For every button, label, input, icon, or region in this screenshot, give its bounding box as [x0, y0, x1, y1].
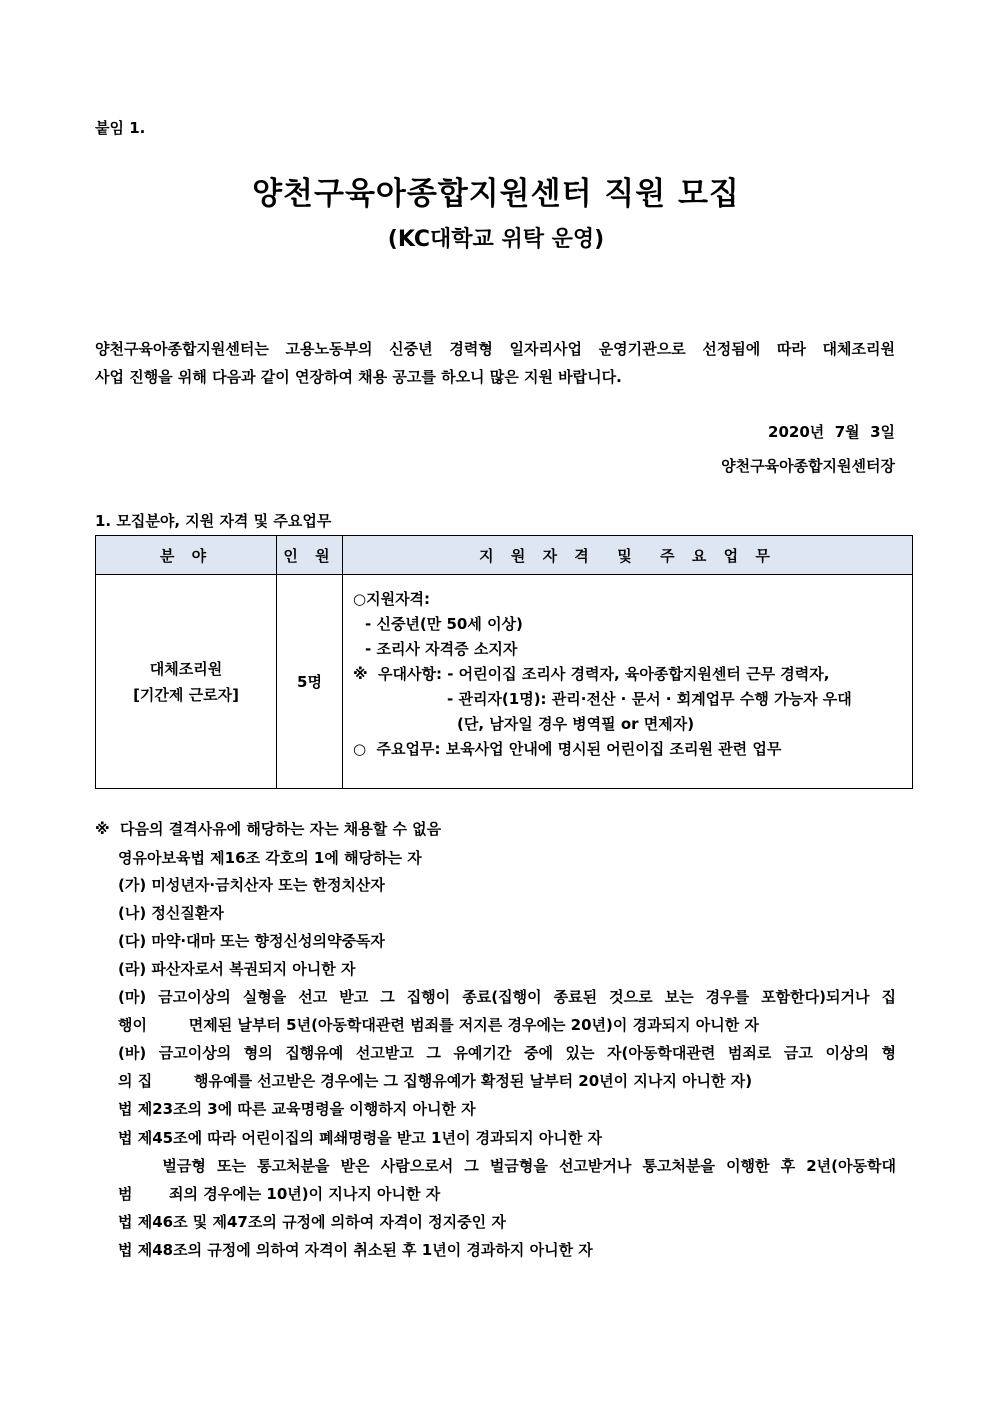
description-cell	[343, 575, 913, 789]
field-cell	[96, 575, 277, 789]
exclusion-line: 법 제23조의 3에 따른 교육명령을 이행하지 아니한 자	[118, 1100, 476, 1118]
page-title: 양천구육아종합지원센터 직원 모집	[252, 176, 740, 212]
table-header-row	[96, 536, 913, 575]
exclusion-line: (나) 정신질환자	[118, 904, 224, 922]
section-1-title: 1. 모집분야, 지원 자격 및 주요업무	[95, 512, 332, 530]
exclusion-line: (바) 금고이상의 형의 집행유예 선고받고 그 유예기간 중에 있는 자(아동학대관련 범죄로 금고 이상의 형	[118, 1044, 896, 1062]
signer: 양천구육아종합지원센터장	[721, 457, 895, 475]
exclusion-line: 행이 면제된 날부터 5년(아동학대관련 범죄를 저지른 경우에는 20년)이 경과되지 아니한 자	[118, 1016, 759, 1034]
exclusion-line: 벌금형 또는 통고처분을 받은 사람으로서 그 벌금형을 선고받거나 통고처분을 이행한 후 2년(아동학대	[118, 1157, 896, 1175]
preference-manager: - 관리자(1명): 관리·전산 · 문서 · 회계업무 수행 가능자 우대	[447, 690, 852, 708]
exclusion-line: 영유아보육법 제16조 각호의 1에 해당하는 자	[118, 849, 422, 867]
intro-line-2: 사업 진행을 위해 다음과 같이 연장하여 채용 공고를 하오니 많은 지원 바랍니다.	[95, 368, 622, 386]
exclusion-line: (라) 파산자로서 복권되지 아니한 자	[118, 960, 356, 978]
notice-date: 2020년 7월 3일	[768, 423, 895, 441]
field-type: [기간제 근로자]	[133, 685, 239, 704]
exclusion-heading: ※ 다음의 결격사유에 해당하는 자는 채용할 수 없음	[95, 820, 442, 838]
qualification-license: - 조리사 자격증 소지자	[365, 640, 518, 658]
count-cell: 5명	[277, 575, 343, 789]
exclusion-line: 법 제46조 및 제47조의 규정에 의하여 자격이 정지중인 자	[118, 1213, 506, 1231]
header-count: 인 원	[277, 536, 343, 575]
exclusion-line: 범 죄의 경우에는 10년)이 지나지 아니한 자	[118, 1185, 441, 1203]
page-subtitle: (KC대학교 위탁 운영)	[387, 227, 605, 252]
field-name: 대체조리원	[149, 659, 223, 678]
qualification-heading: ○지원자격:	[353, 590, 431, 608]
intro-line-1: 양천구육아종합지원센터는 고용노동부의 신중년 경력형 일자리사업 운영기관으로 선정됨에 따라 대체조리원	[95, 340, 895, 358]
exclusion-line: (다) 마약·대마 또는 향정신성의약중독자	[118, 932, 385, 950]
qualification-age: - 신중년(만 50세 이상)	[365, 615, 523, 633]
attachment-label: 붙임 1.	[95, 119, 146, 137]
exclusion-line: 의 집 행유예를 선고받은 경우에는 그 집행유예가 확정된 날부터 20년이 지나지 아니한 자)	[118, 1072, 753, 1090]
exclusion-line: (가) 미성년자·금치산자 또는 한정치산자	[118, 876, 385, 894]
preference-note: (단, 남자일 경우 병역필 or 면제자)	[457, 715, 695, 733]
header-field: 분 야	[96, 536, 277, 575]
main-duties: ○ 주요업무: 보육사업 안내에 명시된 어린이집 조리원 관련 업무	[353, 740, 782, 758]
exclusion-line: 법 제45조에 따라 어린이집의 폐쇄명령을 받고 1년이 경과되지 아니한 자	[118, 1129, 603, 1147]
exclusion-line: (마) 금고이상의 실형을 선고 받고 그 집행이 종료(집행이 종료된 것으로 보는 경우를 포함한다)되거나 집	[118, 988, 896, 1006]
table-row	[96, 575, 913, 789]
preference-line: ※ 우대사항: - 어린이집 조리사 경력자, 육아종합지원센터 근무 경력자,	[353, 665, 830, 683]
header-qualification: 지 원 자 격 및 주 요 업 무	[343, 536, 913, 575]
exclusion-line: 법 제48조의 규정에 의하여 자격이 취소된 후 1년이 경과하지 아니한 자	[118, 1241, 593, 1259]
recruitment-table	[95, 535, 913, 789]
